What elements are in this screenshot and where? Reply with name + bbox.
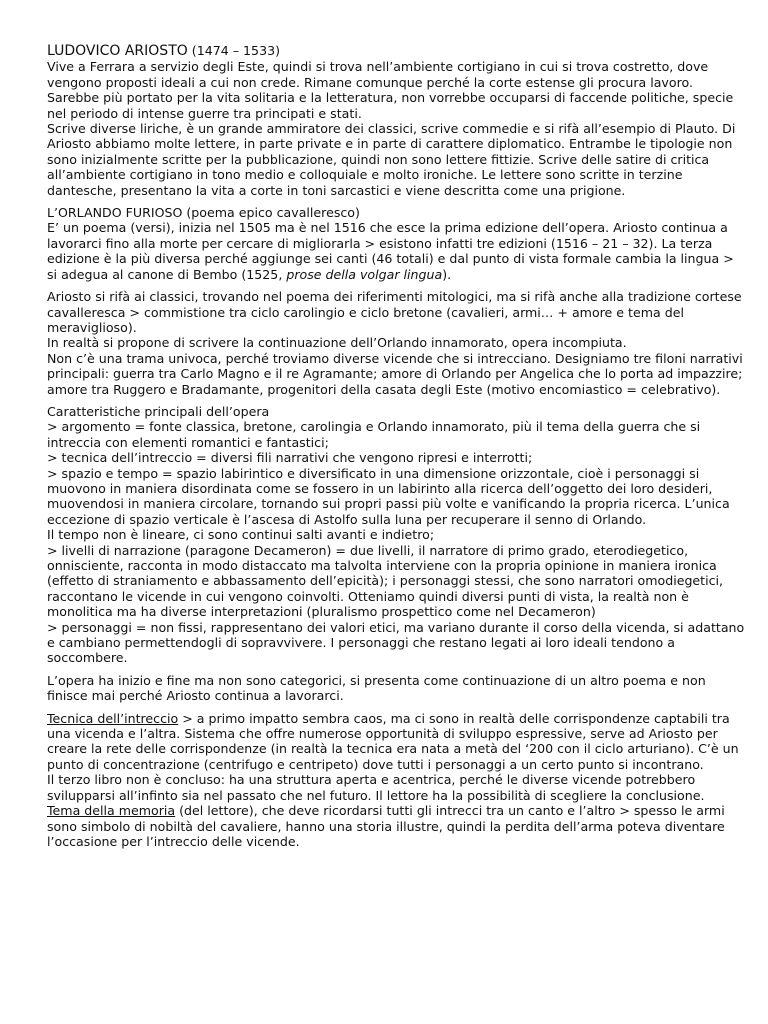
tecnica-paragraph [47,711,747,773]
intro-paragraph-1: Vive a Ferrara a servizio degli Este, quindi si trova nell’ambiente cortigiano in cui si trova costretto, dove vengono proposti ideali a cui non crede. Rimane comunque perché la corte estense gli procura lavoro. [47,59,709,90]
caratteristiche-livelli: > livelli di narrazione (paragone Decameron) = due livelli, il narratore di primo grado, eterodiegetico, onnisciente, racconta in modo distaccato ma talvolta interviene con la propria opinione in maniera ironica (effetto di straniamento e abbassamento dell’epicità); i personaggi stessi, che sono narratori omodiegetici, raccontano le vicende in cui vengono coinvolti. Otteniamo quindi diversi punti di vista, la realtà non è monolitica ma ha diverse interpretazioni (pluralismo prospettico come nel Decameron) [47,542,724,620]
document-title [47,43,747,59]
opera-inizio-paragraph: L’opera ha inizio e fine ma non sono categorici, si presenta come continuazione di un altro poema e non finisce mai perché Ariosto continua a lavorarci. [47,672,706,704]
classici-paragraph-2: In realtà si propone di scrivere la continuazione dell’Orlando innamorato, opera incompiuta. [47,335,627,351]
memoria-label: Tema della memoria [47,803,176,819]
orlando-paragraph [47,220,747,282]
intro-paragraph-2: Sarebbe più portato per la vita solitaria e la letteratura, non vorrebbe occuparsi di faccende politiche, specie nel periodo di intense guerre tra principati e stati. [47,90,734,121]
memoria-paragraph [47,803,747,849]
caratteristiche-tempo: Il tempo non è lineare, ci sono continui salti avanti e indietro; [47,527,435,543]
spacer [47,397,747,404]
caratteristiche-tecnica: > tecnica dell’intreccio = diversi fili narrativi che vengono ripresi e interrotti; [47,450,533,466]
author-name: LUDOVICO ARIOSTO [47,43,188,59]
orlando-text-end: ). [442,266,452,282]
spacer [47,198,747,205]
caratteristiche-heading: Caratteristiche principali dell’opera [47,403,270,419]
caratteristiche-argomento: > argomento = fonte classica, bretone, carolingia e Orlando innamorato, più il tema della guerra che si intreccia con elementi romantici e fantastici; [47,419,701,450]
tecnica-label: Tecnica dell’intreccio [47,710,179,726]
author-years: (1474 – 1533) [191,43,281,58]
terzo-libro-paragraph: Il terzo libro non è concluso: ha una struttura aperta e acentrica, perché le diverse vicende potrebbero svilupparsi all’infinto sia nel passato che nel futuro. Il lettore ha la possibilità di scegliere la conclusione. [47,772,705,803]
caratteristiche-spazio: > spazio e tempo = spazio labirintico e diversificato in una dimensione orizzontale, cioè i personaggi si muovono in maniera disordinata come se fossero in un labirinto alla ricerca dell’oggetto dei loro desideri, muovendosi in maniera circolare, tornando sui propri passi più volte e vanificando la propria ricerca. L’unica eccezione di spazio verticale è l’ascesa di Astolfo sulla luna per recuperare il senno di Orlando. [47,465,730,527]
document-page [47,43,747,849]
orlando-text: E’ un poema (versi), inizia nel 1505 ma è nel 1516 che esce la prima edizione dell’opera. Ariosto continua a lavorarci fino alla morte per cercare di migliorarla > esistono infatti tre edizioni (1516 – 21 – 32). La terza edizione è la più diversa perché aggiunge sei canti (46 totali) e dal punto di vista formale cambia la lingua > si adegua al canone di Bembo (1525, [47,220,734,282]
caratteristiche-personaggi: > personaggi = non fissi, rappresentano dei valori etici, ma variano durante il corso della vicenda, si adattano e cambiano permettendogli di sopravvivere. I personaggi che restano legati ai loro ideali tendono a soccombere. [47,619,745,666]
orlando-heading: L’ORLANDO FURIOSO (poema epico cavalleresco) [47,205,360,221]
tecnica-text: > a primo impatto sembra caos, ma ci sono in realtà delle corrispondenze captabili tra una vicenda e l’altra. Sistema che offre numerose opportunità di sviluppo espressive, serve ad Ariosto per creare la rete delle corrispondenze (in realtà la tecnica era nata a metà del ‘200 con il ciclo arturiano). C’è un punto di concentrazione (centrifugo e centripeto) dove tutti i personaggi a un certo punto si incontrano. [47,710,739,772]
classici-paragraph-1: Ariosto si rifà ai classici, trovando nel poema dei riferimenti mitologici, ma si rifà anche alla tradizione cortese cavalleresca > commistione tra ciclo carolingio e ciclo bretone (cavalieri, armi… + amore e tema del meraviglioso). [47,289,742,335]
spacer [47,666,747,673]
intro-paragraph-3: Scrive diverse liriche, è un grande ammiratore dei classici, scrive commedie e si rifà all’esempio di Plauto. Di Ariosto abbiamo molte lettere, in parte private e in parte di carattere diplomatico. Entrambe le tipologie non sono inizialmente scritte per la pubblicazione, quindi non sono lettere fittizie. Scrive delle satire di critica all’ambiente cortigiano in tono medio e colloquiale e molto ironiche. Le lettere sono scritte in terzine dantesche, presentano la vita a corte in toni sarcastici e viene descritta come una prigione. [47,121,736,198]
spacer [47,282,747,289]
orlando-italic-title: prose della volgar lingua [286,266,443,282]
classici-paragraph-3: Non c’è una trama univoca, perché troviamo diverse vicende che si intrecciano. Designiamo tre filoni narrativi principali: guerra tra Carlo Magno e il re Agramante; amore di Orlando per Angelica che lo porta ad impazzire; amore tra Ruggero e Bradamante, progenitori della casata degli Este (motivo encomiastico = celebrativo). [47,350,743,397]
memoria-text: (del lettore), che deve ricordarsi tutti gli intrecci tra un canto e l’altro > spesso le armi sono simbolo di nobiltà del cavaliere, hanno una storia illustre, quindi la perdita dell’arma poteva diventare l’occasione per l’intreccio delle vicende. [47,803,725,849]
spacer [47,704,747,711]
